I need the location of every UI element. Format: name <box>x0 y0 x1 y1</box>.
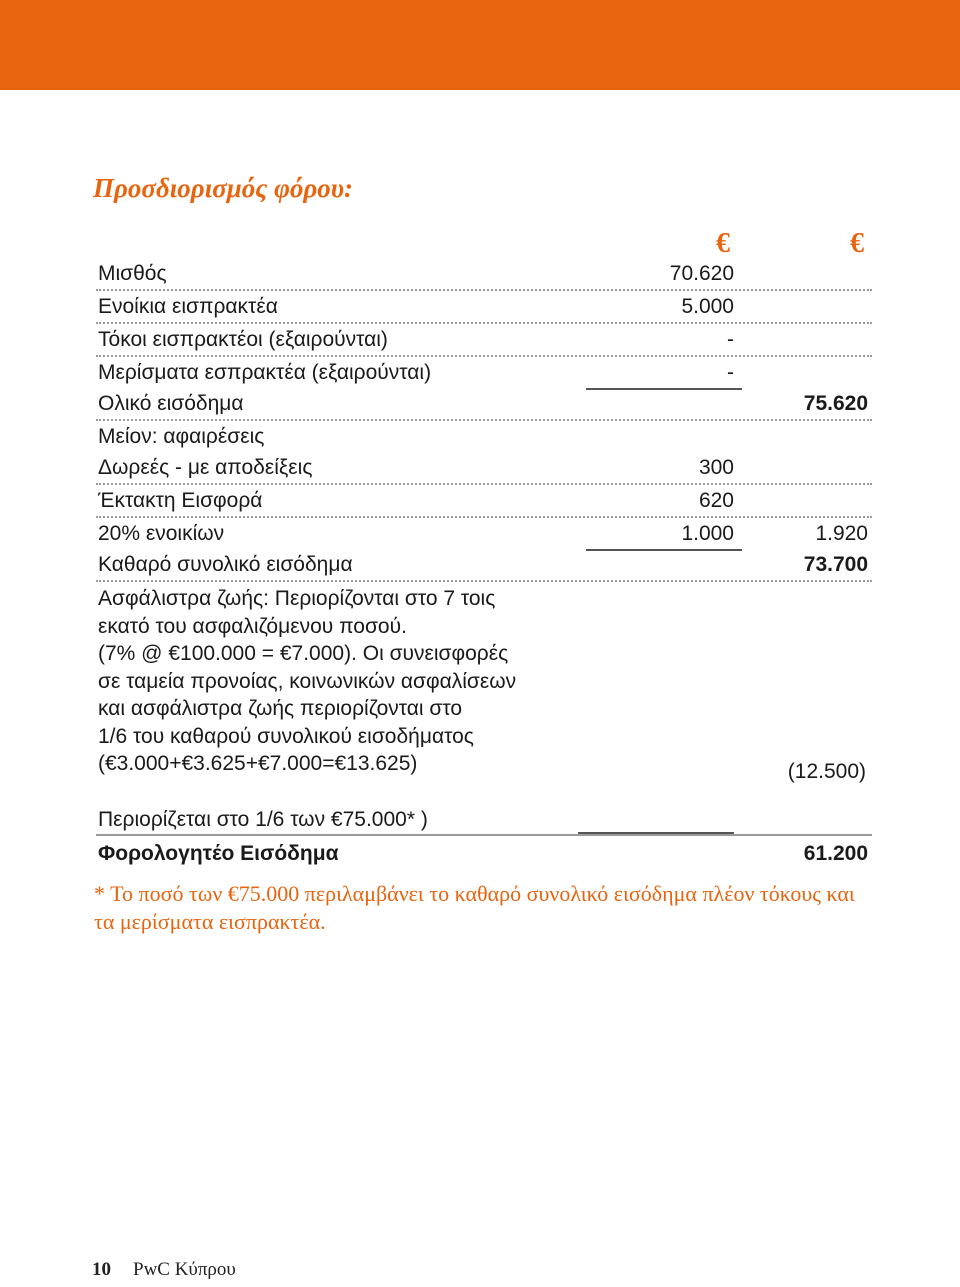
table-row <box>96 388 872 421</box>
row-value-col1: 620 <box>698 489 734 512</box>
row-label: Δωρεές - με αποδείξεις <box>98 456 313 479</box>
row-label: Τόκοι εισπρακτέοι (εξαιρούνται) <box>98 328 388 351</box>
row-value-col2: 75.620 <box>803 392 868 415</box>
explanation-line: 1/6 του καθαρού συνολικού εισοδήματος <box>98 724 474 748</box>
row-label: Μείον: αφαιρέσεις <box>98 425 265 448</box>
footer-text: PwC Κύπρου <box>133 1259 236 1280</box>
taxable-income-value: 61.200 <box>803 842 868 865</box>
row-value-col1: 300 <box>698 456 734 479</box>
explanation-line: και ασφάλιστρα ζωής περιορίζονται στο <box>98 697 463 720</box>
row-value-col1: 5.000 <box>681 295 734 318</box>
table-row <box>96 452 872 485</box>
table-row <box>96 258 872 291</box>
explanation-line: σε ταμεία προνοίας, κοινωνικών ασφαλίσεων <box>98 669 517 693</box>
row-label: Έκτακτη Εισφορά <box>98 489 263 512</box>
table-row <box>96 421 872 452</box>
row-value-col1: - <box>727 328 734 351</box>
limit-row <box>96 806 872 836</box>
table-row <box>96 549 872 582</box>
explanation-line: (€3.000+€3.625+€7.000=€13.625) <box>98 752 418 775</box>
row-value-col1: 1.000 <box>681 522 734 545</box>
row-label: Μερίσματα εσπρακτέα (εξαιρούνται) <box>98 361 432 384</box>
taxable-income-row <box>96 838 872 868</box>
limit-label: Περιορίζεται στο 1/6 των €75.000* ) <box>98 808 428 831</box>
limit-underline <box>578 832 734 834</box>
tax-table <box>96 258 872 582</box>
row-value-col1: - <box>727 361 734 384</box>
page-footer <box>92 1259 236 1281</box>
page-number: 10 <box>92 1259 111 1280</box>
insurance-deduction-value: (12.500) <box>787 760 866 783</box>
row-label: Μισθός <box>98 262 167 285</box>
row-label: 20% ενοικίων <box>98 522 225 545</box>
currency-symbol-col2: € <box>850 228 864 259</box>
taxable-income-label: Φορολογητέο Εισόδημα <box>98 842 339 865</box>
explanation-line: Ασφάλιστρα ζωής: Περιορίζονται στο 7 τοις <box>98 587 496 610</box>
row-label: Καθαρό συνολικό εισόδημα <box>98 553 353 576</box>
explanation-line: εκατό του ασφαλιζόμενου ποσού. <box>98 614 407 638</box>
table-row <box>96 485 872 518</box>
row-label: Ολικό εισόδημα <box>98 392 244 415</box>
insurance-limit-explanation <box>98 585 568 778</box>
currency-symbol-col1: € <box>716 228 730 259</box>
footnote: * Το ποσό των €75.000 περιλαμβάνει το καθαρό συνολικό εισόδημα πλέον τόκους και τα μερίσματα εισπρακτέα. <box>94 881 855 934</box>
table-row <box>96 324 872 357</box>
table-row <box>96 291 872 324</box>
row-value-col2: 1.920 <box>815 522 868 545</box>
row-value-col2: 73.700 <box>803 553 868 576</box>
top-color-band <box>0 0 960 90</box>
row-value-col1: 70.620 <box>669 262 734 285</box>
explanation-line: (7% @ €100.000 = €7.000). Οι συνεισφορές <box>98 642 509 665</box>
table-row <box>96 357 872 388</box>
section-title: Προσδιορισμός φόρου: <box>93 173 353 203</box>
row-label: Ενοίκια εισπρακτέα <box>98 295 278 318</box>
table-row <box>96 518 872 549</box>
